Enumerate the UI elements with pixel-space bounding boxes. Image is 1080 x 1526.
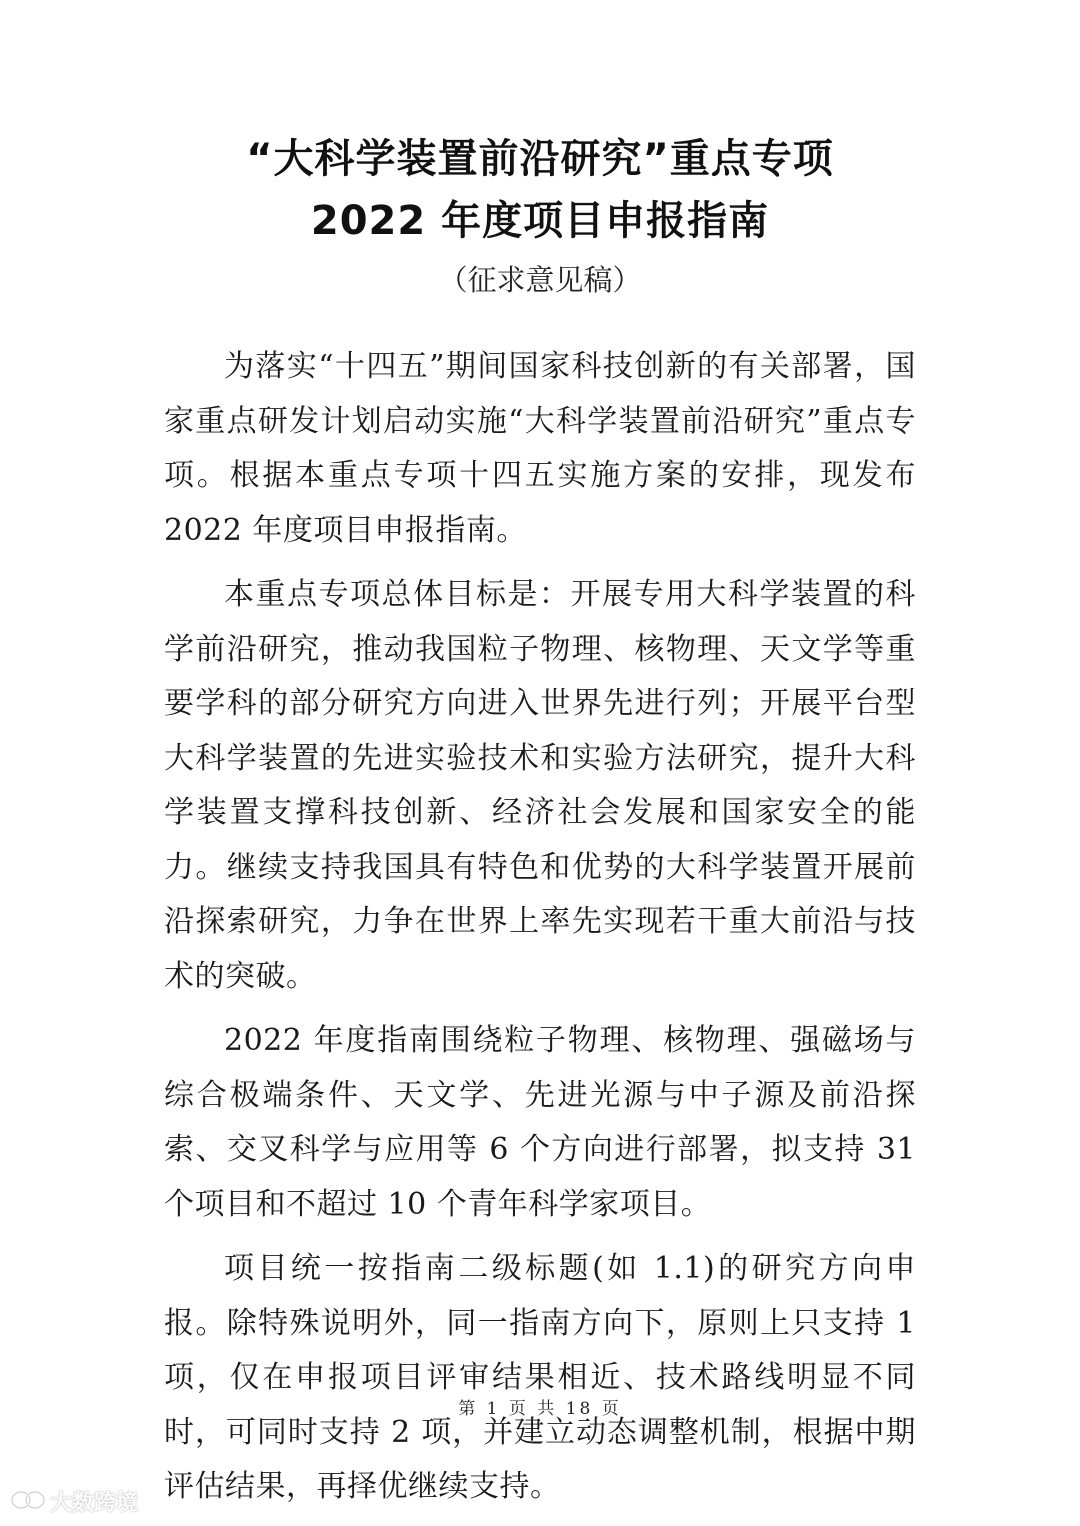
document-title-line-2: 2022 年度项目申报指南: [310, 198, 770, 244]
link-logo-icon: [8, 1487, 48, 1517]
watermark: [8, 1486, 138, 1517]
paragraph-intro: 为落实“十四五”期间国家科技创新的有关部署，国家重点研发计划启动实施“大科学装置前沿研究”重点专项。根据本重点专项十四五实施方案的安排，现发布 2022 年度项目申报指南。: [164, 349, 916, 548]
document-title-line-1: “大科学装置前沿研究”重点专项: [246, 136, 834, 182]
watermark-text: 大数跨境: [50, 1491, 139, 1516]
paragraph-application-rules: 项目统一按指南二级标题(如 1.1)的研究方向申报。除特殊说明外，同一指南方向下，原则上只支持 1 项，仅在申报项目评审结果相近、技术路线明显不同时，可同时支持 2 项，并建立动态调整机制，根据中期评估结果，再择优继续支持。: [164, 1251, 916, 1504]
page-number-footer: 第 1 页 共 18 页: [458, 1399, 622, 1419]
document-body: [164, 340, 916, 1525]
paragraph-directions: 2022 年度指南围绕粒子物理、核物理、强磁场与综合极端条件、天文学、先进光源与中子源及前沿探索、交叉科学与应用等 6 个方向进行部署，拟支持 31 个项目和不超过 10 个青年科学家项目。: [164, 1023, 916, 1222]
document-subtitle: （征求意见稿）: [438, 263, 642, 297]
document-header: [0, 128, 1080, 302]
paragraph-goals: 本重点专项总体目标是：开展专用大科学装置的科学前沿研究，推动我国粒子物理、核物理、天文学等重要学科的部分研究方向进入世界先进行列；开展平台型大科学装置的先进实验技术和实验方法研究，提升大科学装置支撑科技创新、经济社会发展和国家安全的能力。继续支持我国具有特色和优势的大科学装置开展前沿探索研究，力争在世界上率先实现若干重大前沿与技术的突破。: [164, 577, 916, 994]
